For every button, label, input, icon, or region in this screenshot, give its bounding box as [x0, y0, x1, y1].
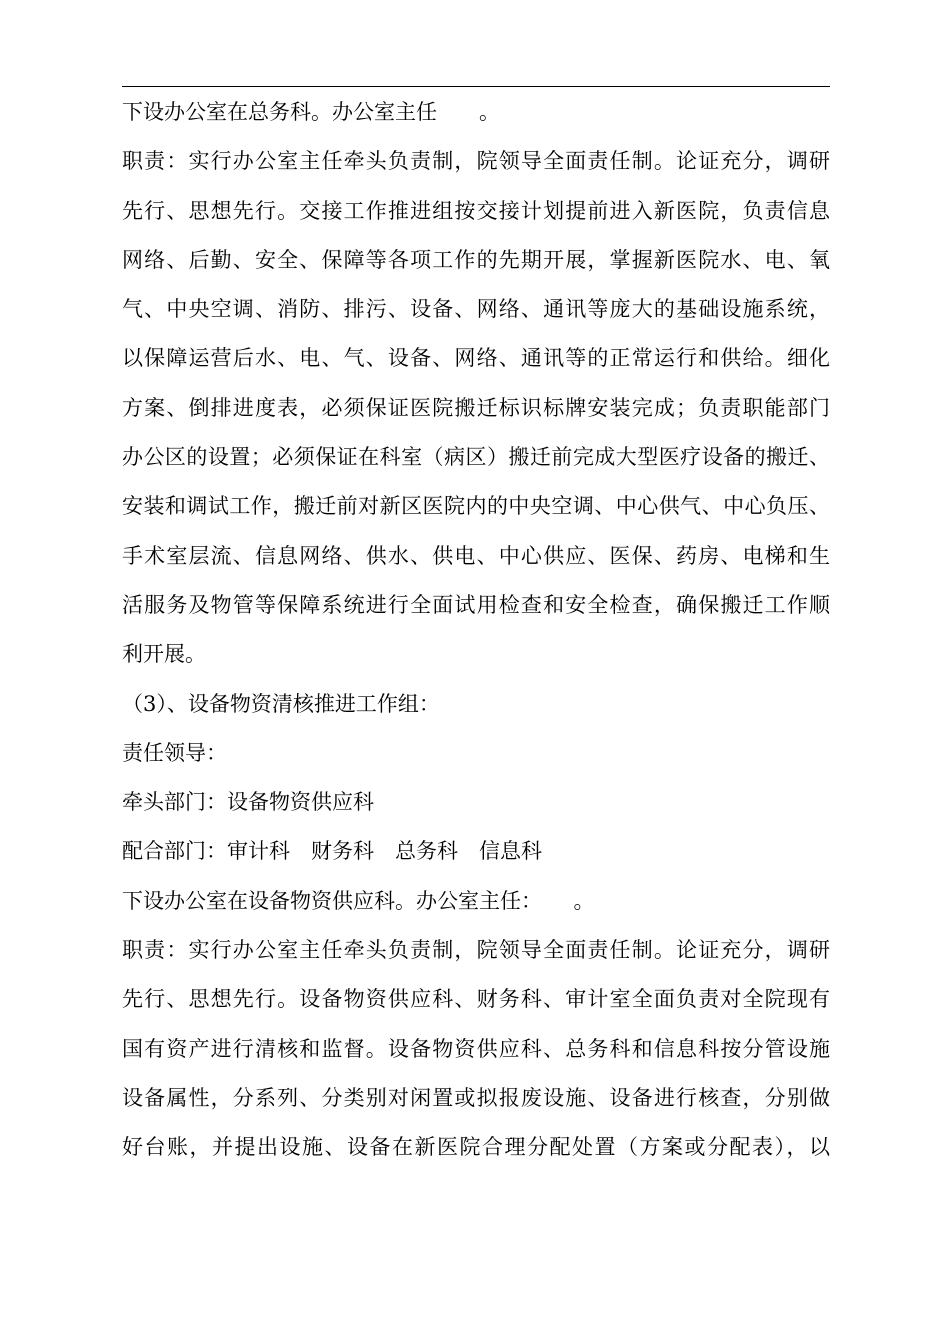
text-line: 好台账，并提出设施、设备在新医院合理分配处置（方案或分配表），以 — [122, 1135, 830, 1160]
text-line: 下设办公室在总务科。办公室主任 。 — [122, 100, 500, 124]
text-line: 设备属性，分系列、分类别对闲置或拟报废设施、设备进行核查，分别做 — [122, 1085, 830, 1110]
header-rule — [122, 86, 830, 87]
text-line: 牵头部门：设备物资供应科 — [122, 790, 374, 815]
text-line: 先行、思想先行。交接工作推进组按交接计划提前进入新医院，负责信息 — [122, 198, 830, 223]
text-line: 职责：实行办公室主任牵头负责制，院领导全面责任制。论证充分，调研 — [122, 938, 830, 963]
text-line: 气、中央空调、消防、排污、设备、网络、通讯等庞大的基础设施系统， — [122, 297, 830, 322]
text-line: 责任领导： — [122, 740, 227, 765]
text-line: 方案、倒排进度表，必须保证医院搬迁标识标牌安装完成；负责职能部门 — [122, 395, 830, 420]
text-line: 安装和调试工作，搬迁前对新区医院内的中央空调、中心供气、中心负压、 — [122, 494, 830, 519]
document-body — [122, 94, 830, 1179]
text-line: 职责：实行办公室主任牵头负责制，院领导全面责任制。论证充分，调研 — [122, 149, 830, 174]
text-line: 配合部门：审计科 财务科 总务科 信息科 — [122, 839, 542, 864]
text-line: 以保障运营后水、电、气、设备、网络、通讯等的正常运行和供给。细化 — [122, 346, 830, 371]
text-line: 下设办公室在设备物资供应科。办公室主任： 。 — [122, 888, 595, 913]
text-line: 利开展。 — [122, 642, 206, 667]
text-line: 活服务及物管等保障系统进行全面试用检查和安全检查，确保搬迁工作顺 — [122, 592, 830, 617]
text-line: 办公区的设置；必须保证在科室（病区）搬迁前完成大型医疗设备的搬迁、 — [122, 445, 830, 470]
text-line: 国有资产进行清核和监督。设备物资供应科、总务科和信息科按分管设施 — [122, 1036, 830, 1061]
text-line: 先行、思想先行。设备物资供应科、财务科、审计室全面负责对全院现有 — [122, 987, 830, 1012]
text-line: 网络、后勤、安全、保障等各项工作的先期开展，掌握新医院水、电、氧 — [122, 247, 830, 272]
text-line: 手术室层流、信息网络、供水、供电、中心供应、医保、药房、电梯和生 — [122, 543, 830, 568]
text-line: （3）、设备物资清核推进工作组： — [122, 691, 440, 716]
